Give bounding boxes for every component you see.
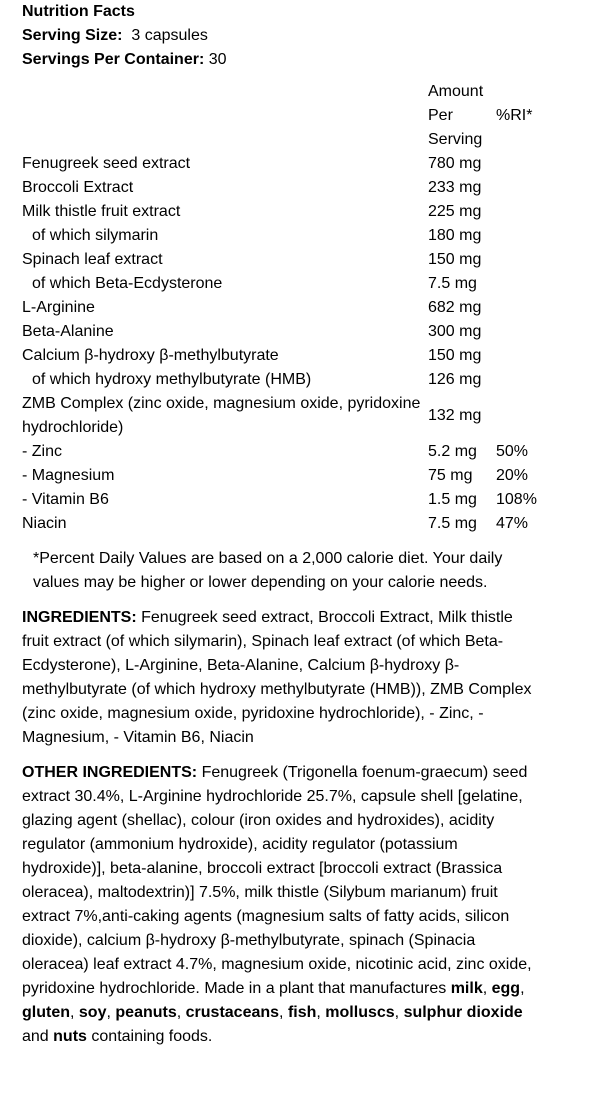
row-ri — [496, 200, 556, 224]
row-name: of which hydroxy methylbutyrate (HMB) — [32, 371, 312, 388]
row-name: of which Beta-Ecdysterone — [32, 275, 223, 292]
row-amount: 5.2 mg — [428, 443, 477, 460]
servings-per-container — [22, 48, 604, 72]
table-row — [22, 176, 556, 200]
row-name: Niacin — [22, 515, 67, 532]
row-name: - Zinc — [22, 443, 62, 460]
table-row — [22, 368, 556, 392]
other-ingredients-text: Fenugreek (Trigonella foenum-graecum) seed extract 30.4%, L-Arginine hydrochloride 25.7%, capsule shell [gelatine, glazing agent (shellac), colour (iron oxides and hydroxides), acidity regulator (ammonium hydroxide), acidity regulator (potassium hydroxide)], beta-alanine, broccoli extract [broccoli extract (Brassica oleracea), maltodextrin)] 7.5%, milk thistle (Silybum marianum) fruit extract 7%,anti-caking agents (magnesium salts of fatty acids, silicon dioxide), calcium β-hydroxy β-methylbutyrate, spinach (Spinacia oleracea) leaf extract 4.7%, magnesium oxide, nicotinic acid, zinc oxide, pyridoxine hydrochloride. Made in a plant that manufactures — [22, 764, 532, 997]
table-row — [22, 224, 556, 248]
serving-size — [22, 24, 604, 48]
row-ri — [496, 152, 556, 176]
row-amount: 7.5 mg — [428, 515, 477, 532]
row-ri — [496, 248, 556, 272]
row-name: Beta-Alanine — [22, 323, 114, 340]
allergen-soy: soy — [78, 1004, 107, 1021]
row-name: Milk thistle fruit extract — [22, 203, 181, 220]
ingredients-text: Fenugreek seed extract, Broccoli Extract, Milk thistle fruit extract (of which silymarin), Spinach leaf extract (of which Beta-Ecdysterone), L-Arginine, Beta-Alanine, Calcium β-hydroxy β-methylbutyrate (of which hydroxy methylbutyrate (HMB)), ZMB Complex (zinc oxide, magnesium oxide, pyridoxine hydrochloride), - Zinc, - Magnesium, - Vitamin B6, Niacin — [22, 609, 532, 746]
row-amount: 150 mg — [428, 251, 482, 268]
row-ri: 20% — [496, 467, 529, 484]
table-row — [22, 512, 556, 536]
row-ri: 50% — [496, 443, 529, 460]
table-row — [22, 248, 556, 272]
table-row — [22, 392, 556, 440]
row-name: of which silymarin — [32, 227, 159, 244]
allergen-gluten: gluten — [22, 1004, 70, 1021]
row-ri: 108% — [496, 491, 537, 508]
row-amount: 126 mg — [428, 371, 482, 388]
servings-per-container-value: 30 — [208, 51, 227, 68]
nutrition-facts-title: Nutrition Facts — [22, 3, 135, 20]
ingredients-label: INGREDIENTS: — [22, 609, 137, 626]
row-name: ZMB Complex (zinc oxide, magnesium oxide, pyridoxine hydrochloride) — [22, 395, 421, 436]
row-amount: 682 mg — [428, 299, 482, 316]
row-name: Broccoli Extract — [22, 179, 134, 196]
table-row — [22, 200, 556, 224]
table-row — [22, 296, 556, 320]
allergen-egg: egg — [491, 980, 521, 997]
allergen-milk: milk — [450, 980, 483, 997]
row-amount: 75 mg — [428, 467, 473, 484]
table-row — [22, 344, 556, 368]
other-ingredients-end: containing foods. — [91, 1028, 213, 1045]
row-amount: 780 mg — [428, 155, 482, 172]
row-amount: 132 mg — [428, 407, 482, 424]
row-ri: 47% — [496, 515, 529, 532]
row-ri — [496, 344, 556, 368]
table-row — [22, 272, 556, 296]
row-amount: 225 mg — [428, 203, 482, 220]
row-amount: 7.5 mg — [428, 275, 477, 292]
table-header-row — [22, 80, 556, 152]
percent-daily-values-footnote: *Percent Daily Values are based on a 2,000 calorie diet. Your daily values may be higher or lower depending on your calorie needs. — [33, 550, 503, 591]
allergen-molluscs: molluscs — [325, 1004, 395, 1021]
row-ri — [496, 176, 556, 200]
row-amount: 233 mg — [428, 179, 482, 196]
row-ri — [496, 392, 556, 440]
column-header-amount: Amount Per Serving — [428, 83, 484, 148]
row-name: Fenugreek seed extract — [22, 155, 191, 172]
table-row — [22, 320, 556, 344]
row-amount: 150 mg — [428, 347, 482, 364]
row-ri — [496, 272, 556, 296]
row-ri — [496, 224, 556, 248]
other-ingredients-label: OTHER INGREDIENTS: — [22, 764, 198, 781]
allergen-fish: fish — [287, 1004, 317, 1021]
row-ri — [496, 320, 556, 344]
allergen-nuts: nuts — [53, 1028, 87, 1045]
table-row — [22, 464, 556, 488]
row-amount: 180 mg — [428, 227, 482, 244]
row-ri — [496, 296, 556, 320]
column-header-ri: %RI* — [496, 107, 533, 124]
servings-per-container-label: Servings Per Container: — [22, 51, 205, 68]
ingredients-section — [22, 606, 542, 750]
row-name: - Vitamin B6 — [22, 491, 109, 508]
table-row — [22, 440, 556, 464]
row-amount: 300 mg — [428, 323, 482, 340]
table-row — [22, 488, 556, 512]
nutrition-table — [22, 80, 556, 536]
row-name: - Magnesium — [22, 467, 115, 484]
row-name: Calcium β-hydroxy β-methylbutyrate — [22, 347, 279, 364]
serving-size-value: 3 capsules — [131, 27, 208, 44]
row-amount: 1.5 mg — [428, 491, 477, 508]
table-row — [22, 152, 556, 176]
row-name: L-Arginine — [22, 299, 95, 316]
row-ri — [496, 368, 556, 392]
other-ingredients-section: OTHER INGREDIENTS: Fenugreek (Trigonella foenum-graecum) seed extract 30.4%, L-Arginine hydrochloride 25.7%, capsule shell [gelatine, glazing agent (shellac), colour (iron oxides and hydroxides), acidity regulator (ammonium hydroxide), acidity regulator (potassium hydroxide)], beta-alanine, broccoli extract [broccoli extract (Brassica oleracea), maltodextrin)] 7.5%, milk thistle (Silybum marianum) fruit extract 7%,anti-caking agents (magnesium salts of fatty acids, silicon dioxide), calcium β-hydroxy β-methylbutyrate, spinach (Spinacia oleracea) leaf extract 4.7%, magnesium oxide, nicotinic acid, zinc oxide, pyridoxine hydrochloride. Made in a plant that manufactures milk, egg, gluten, soy, peanuts, crustaceans, fish, molluscs, sulphur dioxide and nuts containing foods. — [22, 764, 532, 1045]
allergen-crustaceans: crustaceans — [185, 1004, 280, 1021]
serving-size-label: Serving Size: — [22, 27, 123, 44]
allergen-sulphur-dioxide: sulphur dioxide — [403, 1004, 523, 1021]
allergen-peanuts: peanuts — [115, 1004, 177, 1021]
row-name: Spinach leaf extract — [22, 251, 163, 268]
